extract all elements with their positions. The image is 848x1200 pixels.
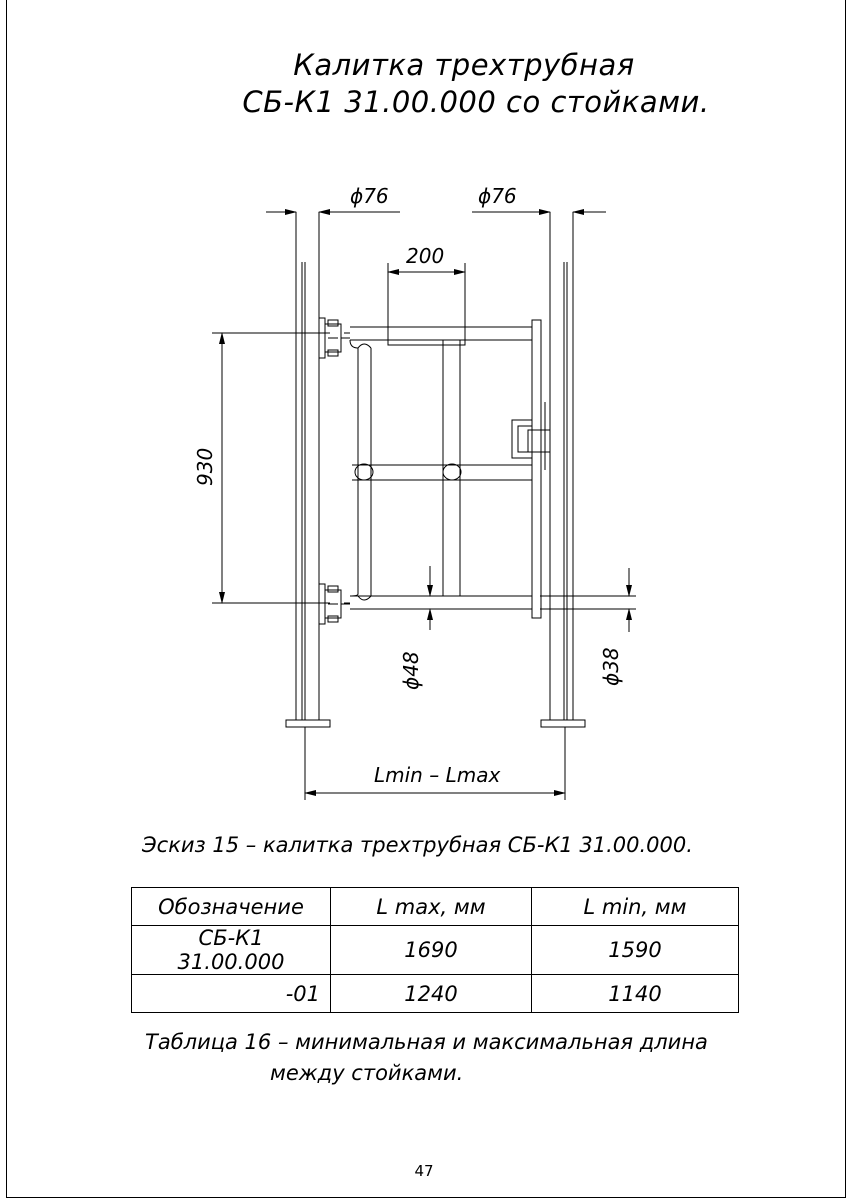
gate-frame xyxy=(344,320,550,618)
table-caption-line2: между стойками. xyxy=(270,1061,464,1085)
drawing-title-line2: СБ-К1 31.00.000 со стойками. xyxy=(242,85,710,119)
sketch-caption: Эскиз 15 – калитка трехтрубная СБ-К1 31.00.000. xyxy=(142,833,693,857)
table-cell: 1590 xyxy=(532,926,739,975)
dim-top-width xyxy=(388,263,465,330)
table-caption-line1: Таблица 16 – минимальная и максимальная длина xyxy=(145,1030,708,1054)
dim-pipe-38-label: ϕ38 xyxy=(599,647,623,686)
length-table xyxy=(131,887,739,1013)
table-row xyxy=(132,926,739,975)
table-cell: 1240 xyxy=(331,975,532,1013)
table-cell: 1140 xyxy=(532,975,739,1013)
dim-height xyxy=(212,333,330,603)
drawing-title-line1: Калитка трехтрубная xyxy=(293,48,635,82)
table-cell: СБ-К1 31.00.000 xyxy=(132,926,331,975)
dim-pipe-48-label: ϕ48 xyxy=(399,651,423,690)
dim-top-width-label: 200 xyxy=(406,244,445,268)
hinge-top xyxy=(319,318,350,358)
dim-height-label: 930 xyxy=(193,447,217,486)
page-number: 47 xyxy=(414,1162,434,1180)
table-header-cell: Обозначение xyxy=(132,888,331,926)
dim-post-left-label: ϕ76 xyxy=(350,184,389,208)
right-post xyxy=(541,212,585,727)
table-cell: 1690 xyxy=(331,926,532,975)
table-header-row xyxy=(132,888,739,926)
table-header-cell: L max, мм xyxy=(331,888,532,926)
hinge-bottom xyxy=(319,584,350,624)
table-header-cell: L min, мм xyxy=(532,888,739,926)
table-row xyxy=(132,975,739,1013)
left-post xyxy=(286,212,330,727)
dim-post-right-label: ϕ76 xyxy=(478,184,517,208)
dim-length-label: Lmin – Lmax xyxy=(374,763,501,787)
table-cell: -01 xyxy=(132,975,331,1013)
dim-pipe-38 xyxy=(540,568,636,632)
